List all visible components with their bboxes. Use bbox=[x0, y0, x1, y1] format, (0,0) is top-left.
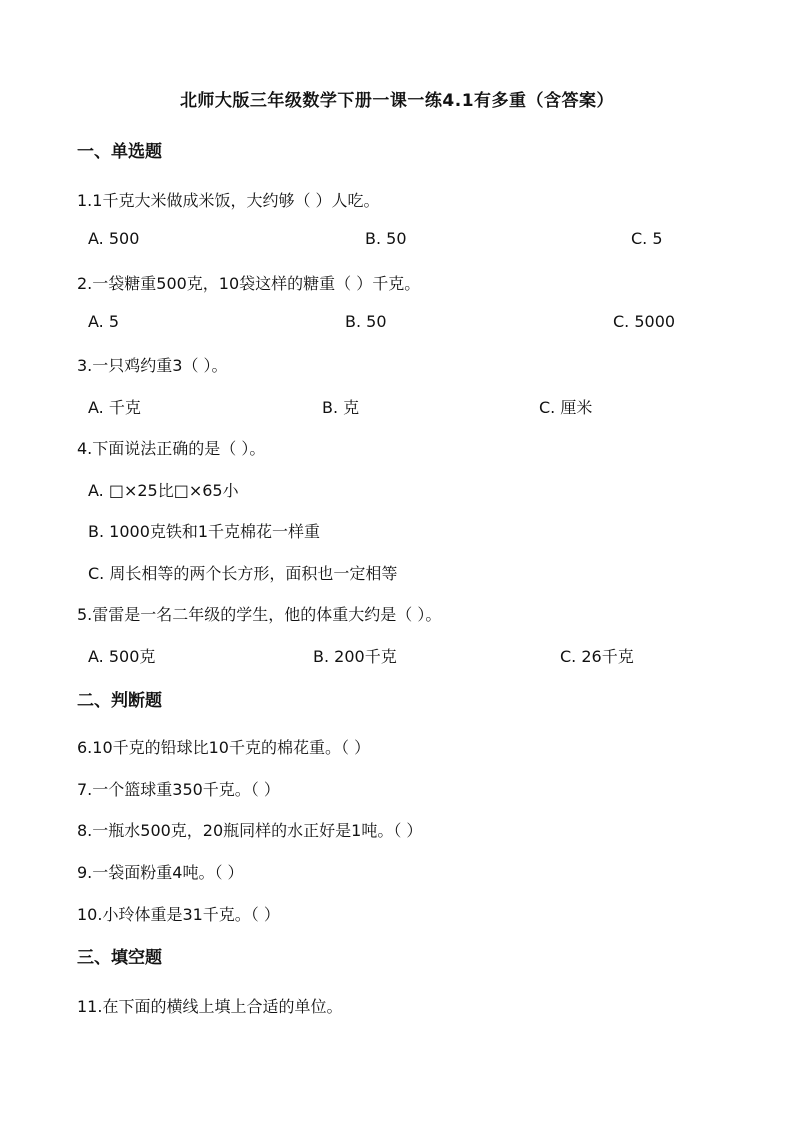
question-8: 8.一瓶水500克，20瓶同样的水正好是1吨。（ ） bbox=[77, 821, 423, 840]
question-4-option-b: B. 1000克铁和1千克棉花一样重 bbox=[88, 522, 321, 541]
question-3-option-b: B. 克 bbox=[322, 398, 360, 417]
question-6: 6.10千克的铅球比10千克的棉花重。（ ） bbox=[77, 738, 371, 757]
question-1-option-b: B. 50 bbox=[365, 229, 407, 248]
question-2: 2.一袋糖重500克，10袋这样的糖重（ ）千克。 bbox=[77, 274, 421, 293]
question-5: 5.雷雷是一名二年级的学生，他的体重大约是（ ）。 bbox=[77, 605, 442, 624]
section-heading-single-choice: 一、单选题 bbox=[77, 142, 162, 162]
question-2-option-c: C. 5000 bbox=[613, 312, 676, 331]
question-5-option-b: B. 200千克 bbox=[313, 647, 397, 666]
question-2-option-a: A. 5 bbox=[88, 312, 120, 331]
question-4-option-c: C. 周长相等的两个长方形，面积也一定相等 bbox=[88, 564, 398, 583]
question-7: 7.一个篮球重350千克。（ ） bbox=[77, 780, 280, 799]
question-2-option-b: B. 50 bbox=[345, 312, 387, 331]
question-1: 1.1千克大米做成米饭，大约够（ ）人吃。 bbox=[77, 191, 380, 210]
question-9: 9.一袋面粉重4吨。（ ） bbox=[77, 863, 244, 882]
question-3: 3.一只鸡约重3（ ）。 bbox=[77, 356, 228, 375]
question-4: 4.下面说法正确的是（ ）。 bbox=[77, 439, 266, 458]
question-10: 10.小玲体重是31千克。（ ） bbox=[77, 905, 280, 924]
page-title: 北师大版三年级数学下册一课一练4.1有多重（含答案） bbox=[179, 91, 615, 111]
question-1-option-a: A. 500 bbox=[88, 229, 140, 248]
question-11: 11.在下面的横线上填上合适的单位。 bbox=[77, 997, 343, 1016]
section-heading-true-false: 二、判断题 bbox=[77, 691, 162, 711]
question-1-option-c: C. 5 bbox=[631, 229, 663, 248]
section-heading-fill-in: 三、填空题 bbox=[77, 948, 162, 968]
question-5-option-a: A. 500克 bbox=[88, 647, 156, 666]
question-3-option-c: C. 厘米 bbox=[539, 398, 593, 417]
question-4-option-a: A. □×25比□×65小 bbox=[88, 481, 239, 500]
question-3-option-a: A. 千克 bbox=[88, 398, 141, 417]
question-5-option-c: C. 26千克 bbox=[560, 647, 634, 666]
